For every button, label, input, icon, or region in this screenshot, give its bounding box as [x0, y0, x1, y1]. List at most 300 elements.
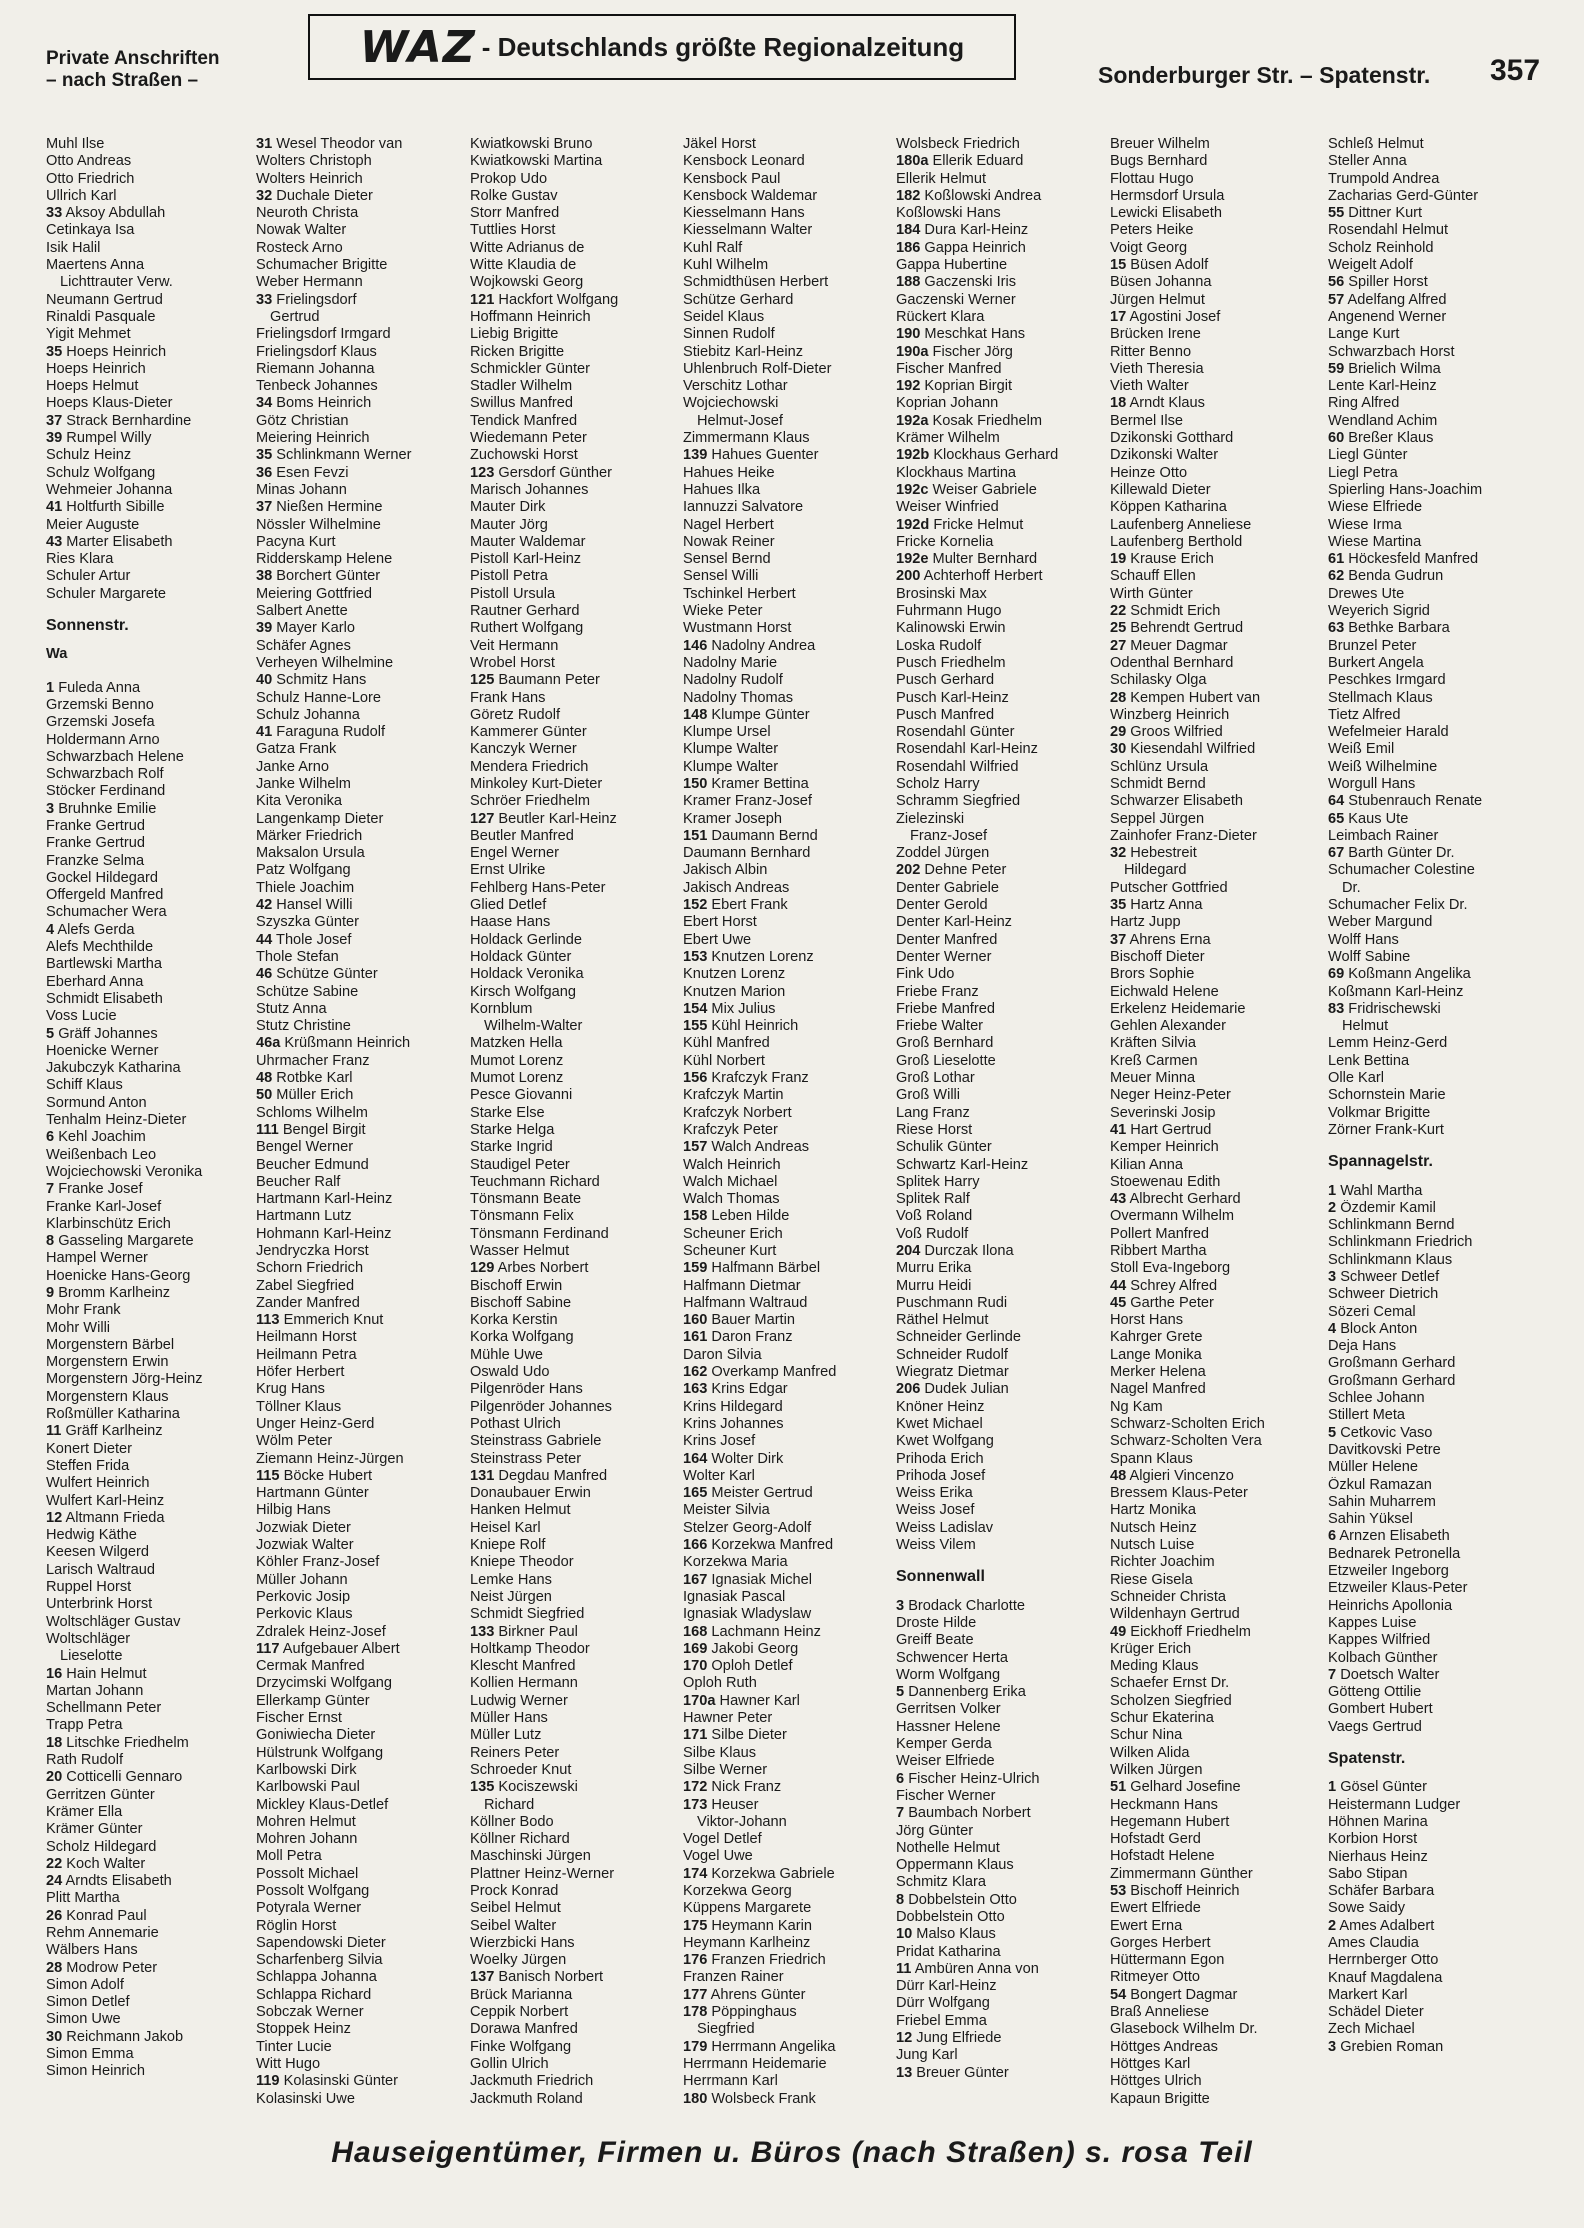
resident-entry — [683, 1883, 893, 1900]
resident-name: Oploh Ruth — [683, 1675, 757, 1692]
house-number: 168 — [683, 1623, 708, 1640]
resident-name: Wulfert Karl-Heinz — [46, 1492, 165, 1509]
resident-name: Alefs Mechthilde — [46, 939, 154, 956]
house-number: 53 — [1110, 1882, 1127, 1899]
resident-entry — [1110, 309, 1320, 326]
resident-entry — [470, 1797, 680, 1814]
resident-entry — [256, 499, 466, 516]
resident-entry — [683, 862, 893, 879]
resident-name: Riese Gisela — [1110, 1571, 1193, 1588]
resident-name: Klumpe Walter — [683, 741, 779, 758]
house-number: 18 — [1110, 395, 1127, 412]
resident-entry — [896, 1295, 1106, 1312]
resident-name: Jakobi Georg — [711, 1640, 799, 1657]
resident-entry — [46, 1562, 256, 1579]
house-number: 192b — [896, 447, 930, 464]
resident-name: Schneider Gerlinde — [896, 1329, 1021, 1346]
resident-name: Sormund Anton — [46, 1094, 147, 1111]
resident-name: Peschkes Irmgard — [1328, 672, 1446, 689]
resident-name: Hoeps Helmut — [46, 378, 139, 395]
resident-entry — [46, 1994, 256, 2011]
resident-name: Korka Wolfgang — [470, 1329, 574, 1346]
resident-name: Peters Heike — [1110, 222, 1194, 239]
resident-entry — [1328, 1615, 1538, 1632]
resident-entry — [46, 1648, 256, 1665]
resident-name: Meister Gertrud — [711, 1485, 813, 1502]
resident-name: Schweer Detlef — [1340, 1269, 1440, 1285]
resident-name: Nössler Wilhelmine — [256, 516, 381, 533]
resident-name: Silbe Klaus — [683, 1744, 757, 1761]
resident-name: Scharfenberg Silvia — [256, 1952, 383, 1969]
resident-entry — [46, 991, 256, 1008]
resident-name: Ludwig Werner — [470, 1692, 568, 1709]
resident-entry — [256, 776, 466, 793]
resident-name: Bischoff Dieter — [1110, 948, 1205, 965]
resident-entry — [256, 932, 466, 949]
resident-entry — [470, 811, 680, 828]
street-subheading: Wa — [46, 646, 68, 663]
resident-entry — [683, 482, 893, 499]
resident-name: Knauf Magdalena — [1328, 1969, 1443, 1986]
resident-entry — [470, 707, 680, 724]
resident-name: Spiller Horst — [1348, 274, 1428, 291]
house-number: 119 — [256, 2073, 280, 2090]
resident-entry — [1110, 1399, 1320, 1416]
resident-name: Schroeder Knut — [470, 1761, 572, 1778]
house-number: 63 — [1328, 620, 1345, 637]
resident-name: Gollin Ulrich — [470, 2055, 549, 2072]
resident-name: Hoenicke Hans-Georg — [46, 1267, 191, 1284]
house-number: 5 — [896, 1684, 905, 1701]
resident-name: Pöppinghaus — [711, 2004, 797, 2021]
resident-name: Schneider Christa — [1110, 1588, 1226, 1605]
resident-entry — [1328, 932, 1538, 949]
resident-entry — [256, 1969, 466, 1986]
resident-entry — [46, 447, 256, 464]
resident-entry — [683, 1087, 893, 1104]
resident-name: Veit Hermann — [470, 637, 559, 654]
resident-entry — [470, 1658, 680, 1675]
resident-entry — [470, 1987, 680, 2004]
resident-name: Groos Wilfried — [1130, 724, 1223, 741]
resident-name: Prock Konrad — [470, 1882, 559, 1899]
resident-name: Dittner Kurt — [1348, 205, 1423, 222]
resident-name: Nießen Hermine — [276, 499, 383, 516]
resident-name: Langenkamp Dieter — [256, 810, 384, 827]
resident-name: Denter Karl-Heinz — [896, 914, 1012, 931]
resident-entry — [896, 1667, 1106, 1684]
resident-entry — [1328, 1632, 1538, 1649]
resident-name: Thole Stefan — [256, 948, 339, 965]
resident-name: Wojciechowski — [683, 395, 779, 412]
resident-name: Finke Wolfgang — [470, 2038, 572, 2055]
house-number: 15 — [1110, 257, 1127, 274]
resident-entry — [46, 1095, 256, 1112]
house-number: 19 — [1110, 551, 1127, 568]
resident-entry — [896, 1087, 1106, 1104]
resident-name: Vogel Detlef — [683, 1831, 762, 1848]
resident-entry — [256, 1883, 466, 1900]
resident-name: Dobbelstein Otto — [908, 1891, 1017, 1908]
house-number: 28 — [1110, 689, 1127, 706]
resident-name: Hain Helmut — [66, 1665, 147, 1682]
resident-entry — [1328, 880, 1538, 897]
resident-entry — [1110, 1987, 1320, 2004]
resident-entry — [256, 1018, 466, 1035]
resident-name: Holdack Veronika — [470, 966, 584, 983]
resident-entry — [46, 465, 256, 482]
resident-name: Franke Gertrud — [46, 817, 145, 834]
resident-name: Bugs Bernhard — [1110, 153, 1208, 170]
resident-entry — [896, 1840, 1106, 1857]
resident-name: Zainhofer Franz-Dieter — [1110, 827, 1257, 844]
resident-name: Oploh Detlef — [711, 1658, 793, 1675]
resident-entry — [1328, 1183, 1538, 1200]
resident-entry — [683, 1589, 893, 1606]
resident-entry — [46, 1717, 256, 1734]
resident-entry — [470, 828, 680, 845]
resident-entry — [1110, 655, 1320, 672]
resident-entry — [470, 1606, 680, 1623]
resident-name: Rautner Gerhard — [470, 603, 580, 620]
resident-entry — [1328, 638, 1538, 655]
resident-entry — [46, 1164, 256, 1181]
resident-entry — [46, 1839, 256, 1856]
resident-name: Hoeps Heinrich — [66, 343, 167, 360]
resident-entry — [1328, 1563, 1538, 1580]
resident-entry — [256, 1848, 466, 1865]
resident-entry — [1328, 1650, 1538, 1667]
resident-name: Eberhard Anna — [46, 973, 144, 990]
resident-entry — [1328, 672, 1538, 689]
resident-name: Schwarzer Elisabeth — [1110, 793, 1244, 810]
house-number: 137 — [470, 1969, 495, 1986]
resident-name: Ruppel Horst — [46, 1579, 132, 1596]
resident-name: Scholz Harry — [896, 775, 980, 792]
resident-name: Riese Horst — [896, 1121, 973, 1138]
house-number: 48 — [1110, 1467, 1127, 1484]
resident-entry — [46, 939, 256, 956]
resident-entry — [470, 1779, 680, 1796]
resident-entry — [470, 1520, 680, 1537]
resident-name: Spann Klaus — [1110, 1450, 1193, 1467]
resident-entry — [1110, 1347, 1320, 1364]
house-number: 35 — [256, 447, 273, 464]
resident-entry — [46, 1147, 256, 1164]
resident-name: Kociszewski — [498, 1779, 578, 1796]
resident-entry — [46, 240, 256, 257]
resident-entry — [470, 378, 680, 395]
resident-name: Korka Kerstin — [470, 1312, 558, 1329]
resident-name: Larisch Waltraud — [46, 1561, 155, 1578]
resident-entry — [470, 465, 680, 482]
house-number: 192c — [896, 481, 929, 498]
resident-name: Fischer Manfred — [896, 360, 1002, 377]
street-heading: Spatenstr. — [1328, 1750, 1406, 1768]
resident-entry — [683, 984, 893, 1001]
resident-name: Kilian Anna — [1110, 1156, 1184, 1173]
house-number: 192 — [896, 378, 921, 395]
resident-name: Kempen Hubert van — [1130, 689, 1261, 706]
resident-entry — [896, 984, 1106, 1001]
resident-entry — [1110, 1537, 1320, 1554]
resident-entry — [46, 1683, 256, 1700]
resident-name: Ames Claudia — [1328, 1934, 1419, 1951]
resident-name: Perkovic Josip — [256, 1588, 351, 1605]
resident-entry — [46, 1631, 256, 1648]
resident-name: Herrnberger Otto — [1328, 1952, 1439, 1969]
resident-name: Korzekwa Georg — [683, 1882, 792, 1899]
resident-name: Kanczyk Werner — [470, 741, 577, 758]
resident-entry — [470, 914, 680, 931]
resident-entry — [46, 1960, 256, 1977]
resident-entry — [46, 1735, 256, 1752]
resident-name: Spierling Hans-Joachim — [1328, 481, 1483, 498]
resident-name: Hüttermann Egon — [1110, 1952, 1225, 1969]
resident-entry — [46, 766, 256, 783]
resident-entry — [1110, 2039, 1320, 2056]
house-number: 49 — [1110, 1623, 1127, 1640]
resident-name: Maertens Anna — [46, 257, 145, 274]
resident-name: Simon Adolf — [46, 1976, 124, 1993]
resident-name: Yigit Mehmet — [46, 326, 131, 343]
resident-entry — [896, 759, 1106, 776]
resident-name: Koßmann Angelika — [1348, 966, 1471, 983]
resident-entry — [470, 776, 680, 793]
resident-entry — [46, 1199, 256, 1216]
resident-entry — [46, 1925, 256, 1942]
resident-name: Fridrischewski — [1348, 1000, 1441, 1017]
resident-entry — [1328, 1477, 1538, 1494]
resident-name: Benda Gudrun — [1348, 568, 1444, 585]
resident-entry — [1328, 1987, 1538, 2004]
house-number: 12 — [896, 2030, 913, 2047]
resident-name: Kappes Wilfried — [1328, 1632, 1431, 1649]
resident-name: Eickhoff Friedhelm — [1130, 1623, 1251, 1640]
resident-name: Rumpel Willy — [66, 430, 152, 447]
resident-name: Scheuner Kurt — [683, 1243, 777, 1259]
resident-name: Witte Adrianus de — [470, 239, 585, 256]
resident-name: Gräff Johannes — [58, 1025, 158, 1042]
resident-entry — [896, 171, 1106, 188]
resident-entry — [683, 568, 893, 585]
resident-name: Höttges Karl — [1110, 2055, 1191, 2072]
resident-name: Brosinski Max — [896, 585, 987, 602]
resident-entry — [683, 1035, 893, 1052]
resident-entry — [896, 793, 1106, 810]
resident-name: Hartmann Günter — [256, 1485, 369, 1502]
resident-name: Büsen Adolf — [1130, 257, 1209, 274]
resident-entry — [896, 1174, 1106, 1191]
resident-entry — [256, 897, 466, 914]
resident-name: Mohr Willi — [46, 1319, 111, 1336]
resident-name: Liegl Petra — [1328, 464, 1398, 481]
resident-name: Höttges Andreas — [1110, 2038, 1218, 2055]
resident-name: Keesen Wilgerd — [46, 1544, 150, 1561]
resident-name: Köllner Bodo — [470, 1813, 554, 1830]
resident-name: Großmann Gerhard — [1328, 1372, 1456, 1389]
resident-entry — [256, 741, 466, 758]
resident-name: Schwartz Karl-Heinz — [896, 1156, 1029, 1173]
resident-name: Rückert Klara — [896, 308, 985, 325]
house-number: 153 — [683, 948, 708, 965]
resident-name: Lewicki Elisabeth — [1110, 205, 1222, 222]
resident-entry — [470, 1952, 680, 1969]
resident-name: Hartz Monika — [1110, 1502, 1196, 1519]
resident-entry — [1110, 2021, 1320, 2038]
resident-name: Schlünz Ursula — [1110, 758, 1209, 775]
house-number: 83 — [1328, 1000, 1345, 1017]
resident-entry — [256, 1001, 466, 1018]
resident-entry — [256, 1070, 466, 1087]
resident-name: Rath Rudolf — [46, 1752, 124, 1769]
house-number: 10 — [896, 1926, 913, 1943]
resident-entry — [470, 551, 680, 568]
resident-name: Herrmann Karl — [683, 2073, 778, 2090]
resident-name: Sahin Muharrem — [1328, 1493, 1436, 1510]
resident-entry — [256, 1329, 466, 1346]
resident-entry — [896, 1468, 1106, 1485]
resident-entry — [46, 1371, 256, 1388]
resident-entry — [683, 811, 893, 828]
resident-entry — [1328, 793, 1538, 810]
resident-entry — [256, 1260, 466, 1277]
resident-name: Pusch Gerhard — [896, 672, 995, 689]
resident-name: Koprian Birgit — [924, 378, 1013, 395]
resident-entry — [1110, 1364, 1320, 1381]
resident-name: Hanken Helmut — [470, 1502, 571, 1519]
resident-entry — [470, 1969, 680, 1986]
resident-entry — [470, 586, 680, 603]
resident-name: Schneider Rudolf — [896, 1346, 1008, 1363]
resident-entry — [683, 1070, 893, 1087]
resident-entry — [46, 2063, 256, 2080]
resident-name: Wirth Günter — [1110, 585, 1193, 602]
resident-entry — [256, 1053, 466, 1070]
resident-entry — [256, 620, 466, 637]
resident-name: Morgenstern Klaus — [46, 1388, 169, 1405]
resident-name: Köhler Franz-Josef — [256, 1554, 380, 1571]
resident-entry — [256, 1174, 466, 1191]
resident-name: Franzen Friedrich — [711, 1952, 826, 1969]
house-number: 4 — [1328, 1320, 1337, 1337]
resident-name: Wölm Peter — [256, 1433, 333, 1450]
resident-name: Strack Bernhardine — [66, 412, 192, 429]
resident-entry — [256, 1831, 466, 1848]
resident-name: Wilken Jürgen — [1110, 1761, 1203, 1778]
resident-name: Töllner Klaus — [256, 1398, 342, 1415]
resident-name: Frielingsdorf — [276, 291, 357, 308]
resident-name: Nadolny Rudolf — [683, 672, 783, 689]
house-number: 64 — [1328, 793, 1345, 810]
resident-entry — [683, 828, 893, 845]
resident-name: Wälbers Hans — [46, 1942, 138, 1959]
resident-name: Höttges Ulrich — [1110, 2073, 1202, 2090]
resident-entry — [46, 1977, 256, 1994]
house-number: 18 — [46, 1734, 63, 1751]
house-number: 123 — [470, 464, 495, 481]
resident-entry — [256, 1295, 466, 1312]
resident-name: Hermsdorf Ursula — [1110, 187, 1225, 204]
resident-entry — [470, 1831, 680, 1848]
resident-name: Götz Christian — [256, 412, 349, 429]
resident-name: Nagel Manfred — [1110, 1381, 1206, 1398]
resident-name: Verheyen Wilhelmine — [256, 654, 394, 671]
resident-entry — [683, 1295, 893, 1312]
house-number: 5 — [46, 1025, 55, 1042]
resident-name: Kornblum — [470, 1000, 533, 1017]
resident-entry — [896, 1537, 1106, 1554]
resident-entry — [1328, 655, 1538, 672]
resident-name: Killewald Dieter — [1110, 481, 1211, 498]
resident-name: Denter Manfred — [896, 931, 998, 948]
resident-name: Wolter Karl — [683, 1467, 755, 1484]
resident-entry — [46, 904, 256, 921]
resident-entry — [683, 1537, 893, 1554]
resident-entry — [256, 2091, 466, 2108]
resident-entry — [1110, 932, 1320, 949]
resident-name: Jung Elfriede — [916, 2030, 1002, 2047]
house-number: 157 — [683, 1139, 708, 1156]
resident-entry — [1110, 828, 1320, 845]
resident-entry — [1328, 2021, 1538, 2038]
resident-entry — [470, 620, 680, 637]
resident-entry — [1110, 1675, 1320, 1692]
resident-entry — [256, 1710, 466, 1727]
resident-entry — [1110, 2073, 1320, 2090]
resident-name: Splitek Ralf — [896, 1191, 970, 1208]
resident-name: Liegl Günter — [1328, 447, 1408, 464]
resident-name: Ebert Uwe — [683, 931, 752, 948]
resident-entry — [683, 1122, 893, 1139]
resident-entry — [896, 1961, 1106, 1978]
resident-entry — [46, 749, 256, 766]
resident-entry — [256, 292, 466, 309]
resident-name: Kiesselmann Hans — [683, 205, 805, 222]
house-number: 20 — [46, 1769, 63, 1786]
resident-name: Wolter Dirk — [711, 1450, 784, 1467]
resident-entry — [470, 1105, 680, 1122]
resident-entry — [256, 344, 466, 361]
resident-entry — [1110, 1866, 1320, 1883]
resident-entry — [1328, 1866, 1538, 1883]
resident-name: Weißenbach Leo — [46, 1146, 157, 1163]
resident-entry — [1110, 1520, 1320, 1537]
resident-entry — [896, 257, 1106, 274]
resident-entry — [46, 1527, 256, 1544]
resident-entry — [470, 1693, 680, 1710]
resident-name: Jozwiak Dieter — [256, 1519, 351, 1536]
resident-entry — [470, 1278, 680, 1295]
directory-column-4 — [683, 136, 893, 2108]
resident-entry — [1328, 1900, 1538, 1917]
resident-entry — [46, 551, 256, 568]
resident-name: Schramm Siegfried — [896, 793, 1021, 810]
resident-entry — [256, 1727, 466, 1744]
resident-entry — [470, 1918, 680, 1935]
house-number: 133 — [470, 1623, 495, 1640]
resident-name: Müller Helene — [1328, 1459, 1419, 1476]
resident-entry — [1328, 499, 1538, 516]
resident-entry — [683, 240, 893, 257]
resident-name: Beutler Manfred — [470, 827, 574, 844]
resident-name: Vieth Walter — [1110, 378, 1189, 395]
resident-entry — [470, 171, 680, 188]
resident-entry — [896, 395, 1106, 412]
resident-entry — [46, 274, 256, 291]
resident-entry — [256, 136, 466, 153]
resident-entry — [256, 1416, 466, 1433]
